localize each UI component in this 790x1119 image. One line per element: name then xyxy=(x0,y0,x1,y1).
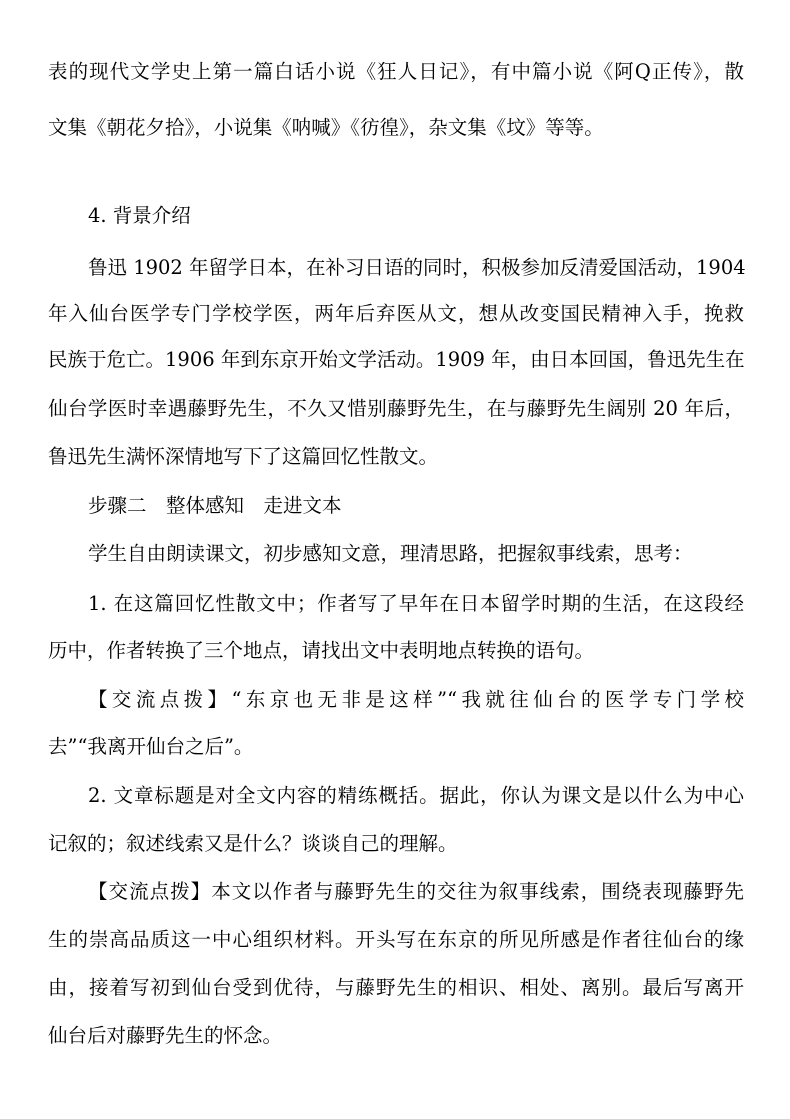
text-line: 表的现代文学史上第一篇白话小说《狂人日记》，有中篇小说《阿Q正传》，散 xyxy=(48,60,744,83)
text-line: 年入仙台医学专门学校学医，两年后弃医从文，想从改变国民精神入手，挽救 xyxy=(48,302,744,325)
section-heading: 步骤二 整体感知 走进文本 xyxy=(88,494,342,517)
text-line: 【交流点拨】本文以作者与藤野先生的交往为叙事线索，围绕表现藤野先 xyxy=(88,880,744,903)
text-line: 2. 文章标题是对全文内容的精练概括。据此，你认为课文是以什么为中心 xyxy=(88,784,744,807)
text-line: 由，接着写初到仙台受到优待，与藤野先生的相识、相处、离别。最后写离开 xyxy=(48,976,744,999)
text-line: 1. 在这篇回忆性散文中；作者写了早年在日本留学时期的生活，在这段经 xyxy=(88,592,744,615)
text-line: 民族于危亡。1906 年到东京开始文学活动。1909 年，由日本回国，鲁迅先生在 xyxy=(48,348,745,371)
text-line: 记叙的；叙述线索又是什么？谈谈自己的理解。 xyxy=(48,832,458,855)
text-line: 鲁迅 1902 年留学日本，在补习日语的同时，积极参加反清爱国活动，1904 xyxy=(88,256,746,279)
section-heading: 4. 背景介绍 xyxy=(88,204,191,227)
text-line: 【交流点拨】“东京也无非是这样”“我就往仙台的医学专门学校 xyxy=(88,688,744,711)
text-line: 文集《朝花夕拾》，小说集《呐喊》《彷徨》，杂文集《坟》等等。 xyxy=(48,116,604,139)
text-line: 鲁迅先生满怀深情地写下了这篇回忆性散文。 xyxy=(48,445,439,468)
text-line: 仙台后对藤野先生的怀念。 xyxy=(48,1024,283,1047)
text-line: 学生自由朗读课文，初步感知文意，理清思路，把握叙事线索，思考： xyxy=(88,542,693,565)
text-line: 去”“我离开仙台之后”。 xyxy=(48,735,254,758)
text-line: 仙台学医时幸遇藤野先生，不久又惜别藤野先生，在与藤野先生阔别 20 年后， xyxy=(48,397,744,420)
text-line: 生的崇高品质这一中心组织材料。开头写在东京的所见所感是作者往仙台的缘 xyxy=(48,928,744,951)
text-line: 历中，作者转换了三个地点，请找出文中表明地点转换的语句。 xyxy=(48,639,595,662)
